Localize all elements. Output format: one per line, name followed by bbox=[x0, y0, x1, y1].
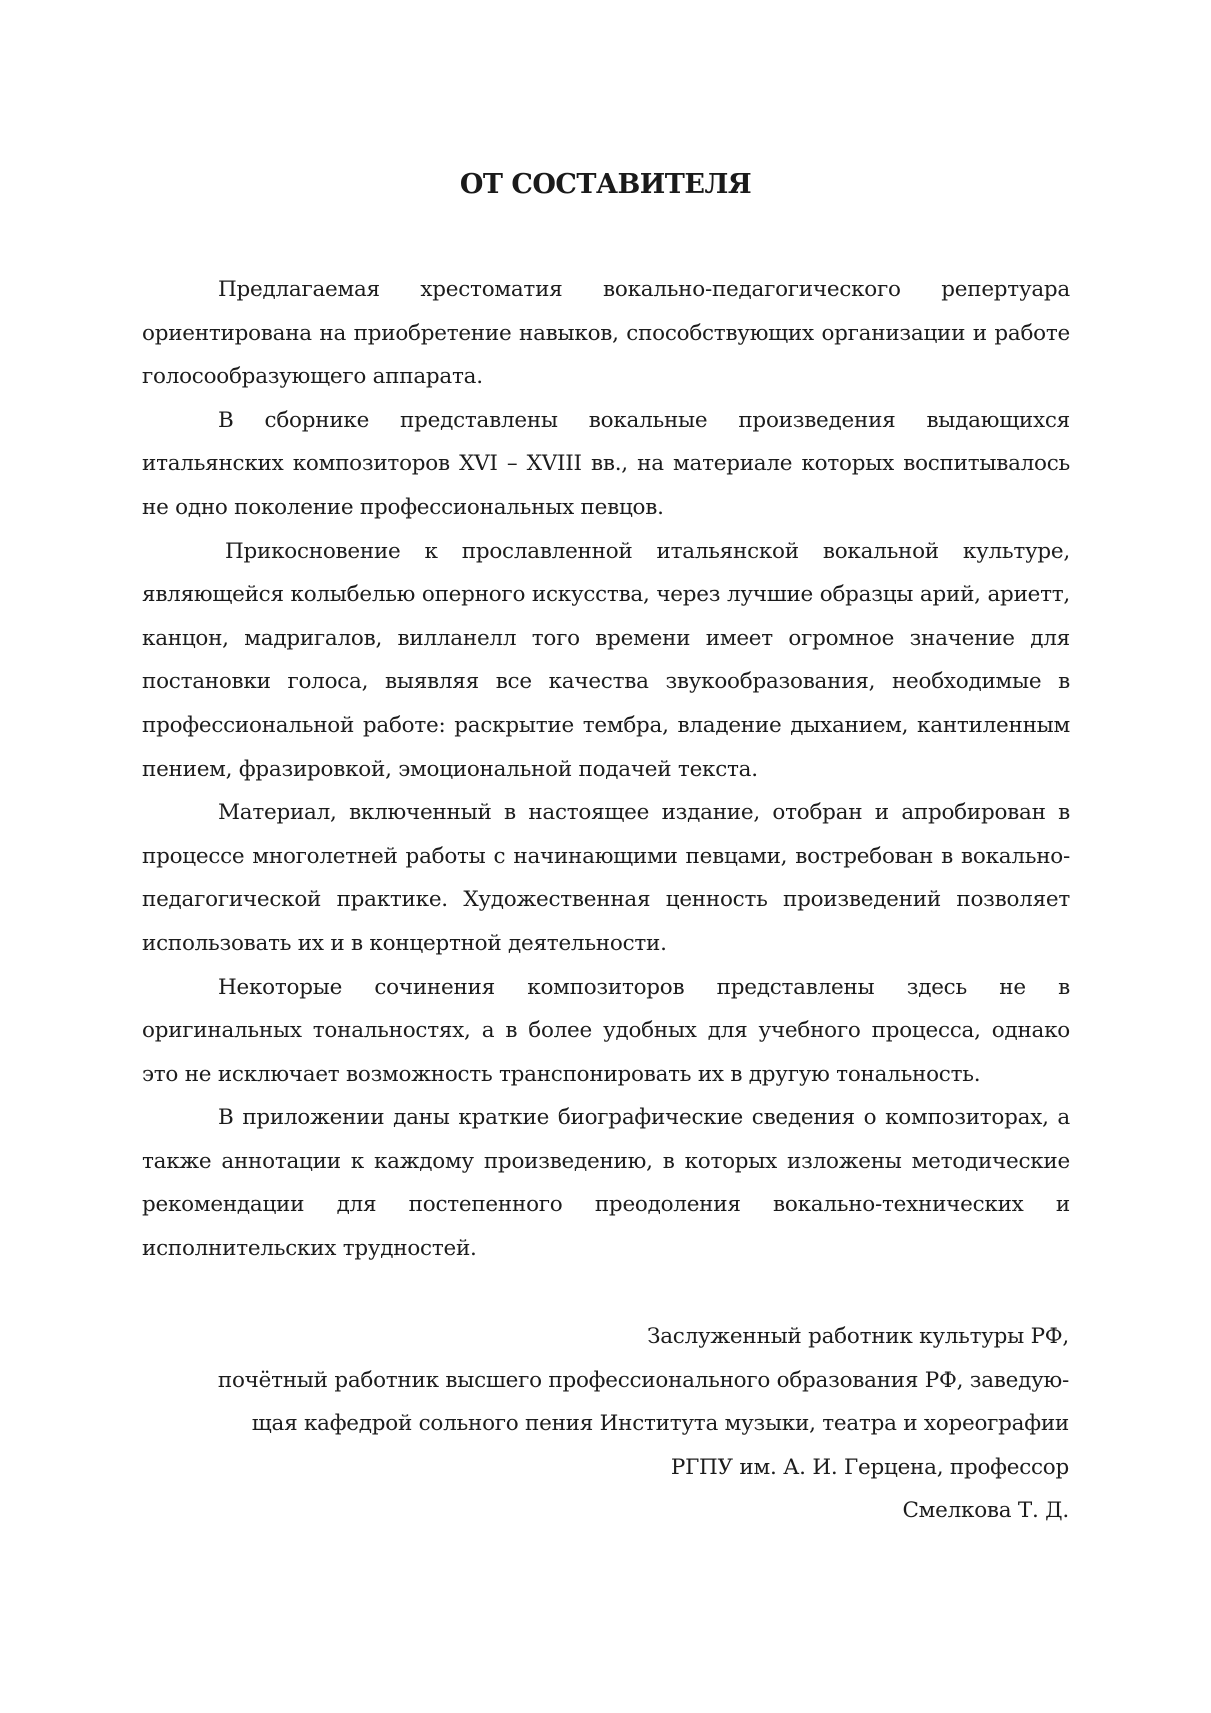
paragraph-4: Материал, включенный в настоящее издание, отобран и апробирован в процессе многолетней работы с начинающими певцами, востребован в вокально-педагогической практике. Художественная ценность произведений позволяет использовать их и в концертной деятельности. bbox=[142, 800, 1070, 956]
paragraph-6: В приложении даны краткие биографические сведения о композиторах, а также аннотации к каждому произведению, в которых изложены методические рекомендации для постепенного преодоления вокально-технических и исполнительских трудностей. bbox=[142, 1105, 1070, 1262]
paragraph-3: Прикосновение к прославленной итальянской вокальной культуре, являющейся колыбелью оперного искусства, через лучшие образцы арий, ариетт, канцон, мадригалов, вилланелл того времени имеет огромное значение для постановки голоса, выявляя все качества звукообразования, необходимые в профессиональной работе: раскрытие тембра, владение дыханием, кантиленным пением, фразировкой, эмоциональной подачей текста. bbox=[142, 538, 1070, 782]
signature-line-2: почётный работник высшего профессионального образования РФ, заведую- bbox=[217, 1367, 1069, 1393]
paragraph-1: Предлагаемая хрестоматия вокально-педагогического репертуара ориентирована на приобретение навыков, способствующих организации и работе голосообразующего аппарата. bbox=[142, 277, 1070, 390]
page-title: ОТ СОСТАВИТЕЛЯ bbox=[459, 169, 752, 200]
paragraph-5: Некоторые сочинения композиторов представлены здесь не в оригинальных тональностях, а в более удобных для учебного процесса, однако это не исключает возможность транспонировать их в другую тональность. bbox=[142, 974, 1070, 1087]
paragraph-2: В сборнике представлены вокальные произведения выдающихся итальянских композиторов XVI – XVIII вв., на материале которых воспитывалось не одно поколение профессиональных певцов. bbox=[142, 407, 1070, 520]
signature-line-4: РГПУ им. А. И. Герцена, профессор bbox=[670, 1454, 1069, 1480]
author-signature bbox=[169, 1315, 1069, 1533]
signature-line-3: щая кафедрой сольного пения Института музыки, театра и хореографии bbox=[251, 1411, 1069, 1437]
signature-line-1: Заслуженный работник культуры РФ, bbox=[647, 1324, 1069, 1349]
body-text bbox=[142, 268, 1070, 1271]
signature-name: Смелкова Т. Д. bbox=[902, 1498, 1069, 1524]
